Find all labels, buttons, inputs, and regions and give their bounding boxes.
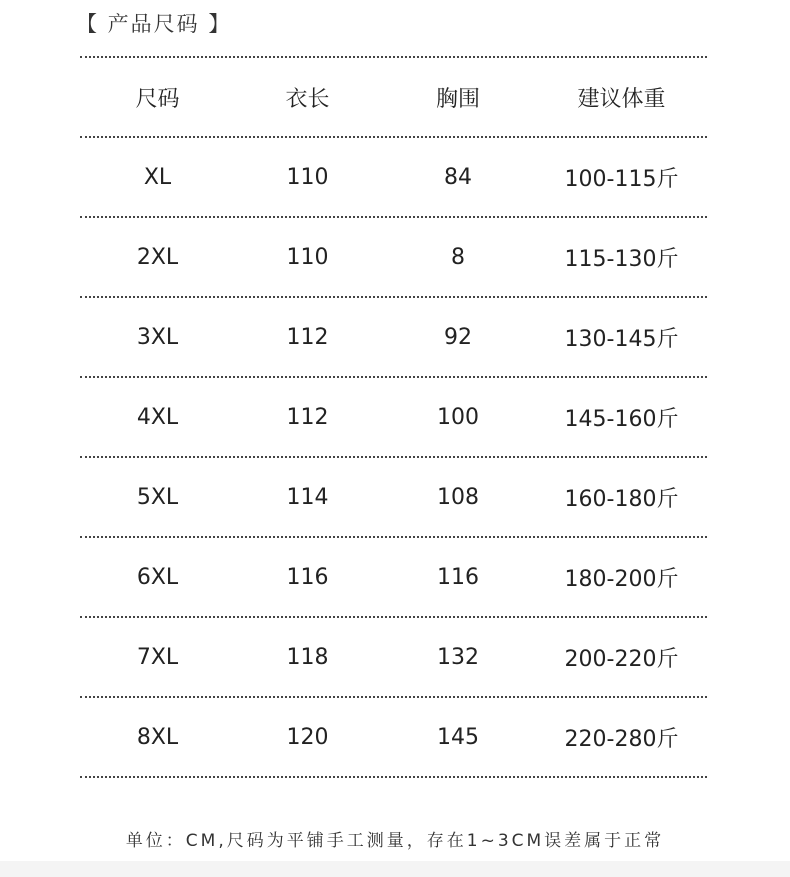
cell-chest: 108 — [437, 484, 479, 510]
cell-length: 118 — [286, 644, 329, 670]
footer-note: 单位：CM,尺码为平铺手工测量，存在1~3CM误差属于正常 — [125, 831, 665, 851]
cell-weight: 130-145斤 — [564, 326, 679, 352]
cell-length: 112 — [286, 404, 329, 430]
cell-size: 4XL — [136, 404, 179, 430]
bottom-band — [0, 861, 790, 877]
table-row — [80, 218, 707, 296]
cell-weight: 160-180斤 — [564, 486, 679, 512]
table-row — [80, 538, 707, 616]
section-title: 【 产品尺码 】 — [76, 12, 232, 36]
table-row — [80, 618, 707, 696]
cell-length: 110 — [286, 244, 329, 270]
cell-length: 112 — [286, 324, 329, 350]
cell-weight: 220-280斤 — [564, 726, 679, 752]
cell-size: 7XL — [136, 644, 179, 670]
cell-length: 110 — [286, 164, 329, 190]
table-divider — [80, 776, 707, 778]
cell-chest: 100 — [437, 404, 479, 430]
cell-weight: 180-200斤 — [564, 566, 679, 592]
cell-size: 3XL — [136, 324, 179, 350]
table-row — [80, 458, 707, 536]
cell-size: 5XL — [136, 484, 179, 510]
cell-chest: 145 — [437, 724, 479, 750]
cell-size: 6XL — [136, 564, 179, 590]
table-row — [80, 378, 707, 456]
cell-chest: 8 — [451, 244, 465, 270]
cell-chest: 116 — [437, 564, 479, 590]
cell-chest: 84 — [444, 164, 472, 190]
header-chest: 胸围 — [435, 86, 480, 112]
header-weight: 建议体重 — [577, 86, 666, 112]
cell-weight: 115-130斤 — [564, 246, 679, 272]
cell-size: XL — [143, 164, 172, 190]
table-row — [80, 698, 707, 776]
table-row — [80, 298, 707, 376]
cell-size: 8XL — [136, 724, 179, 750]
cell-weight: 200-220斤 — [564, 646, 679, 672]
cell-length: 120 — [286, 724, 329, 750]
table-row — [80, 138, 707, 216]
cell-chest: 132 — [437, 644, 479, 670]
table-header-row — [80, 58, 707, 136]
cell-weight: 100-115斤 — [564, 166, 679, 192]
header-length: 衣长 — [285, 86, 330, 112]
size-table — [80, 56, 707, 778]
cell-length: 116 — [286, 564, 329, 590]
cell-size: 2XL — [136, 244, 179, 270]
cell-weight: 145-160斤 — [564, 406, 679, 432]
cell-chest: 92 — [444, 324, 472, 350]
header-size: 尺码 — [135, 86, 180, 112]
cell-length: 114 — [286, 484, 329, 510]
